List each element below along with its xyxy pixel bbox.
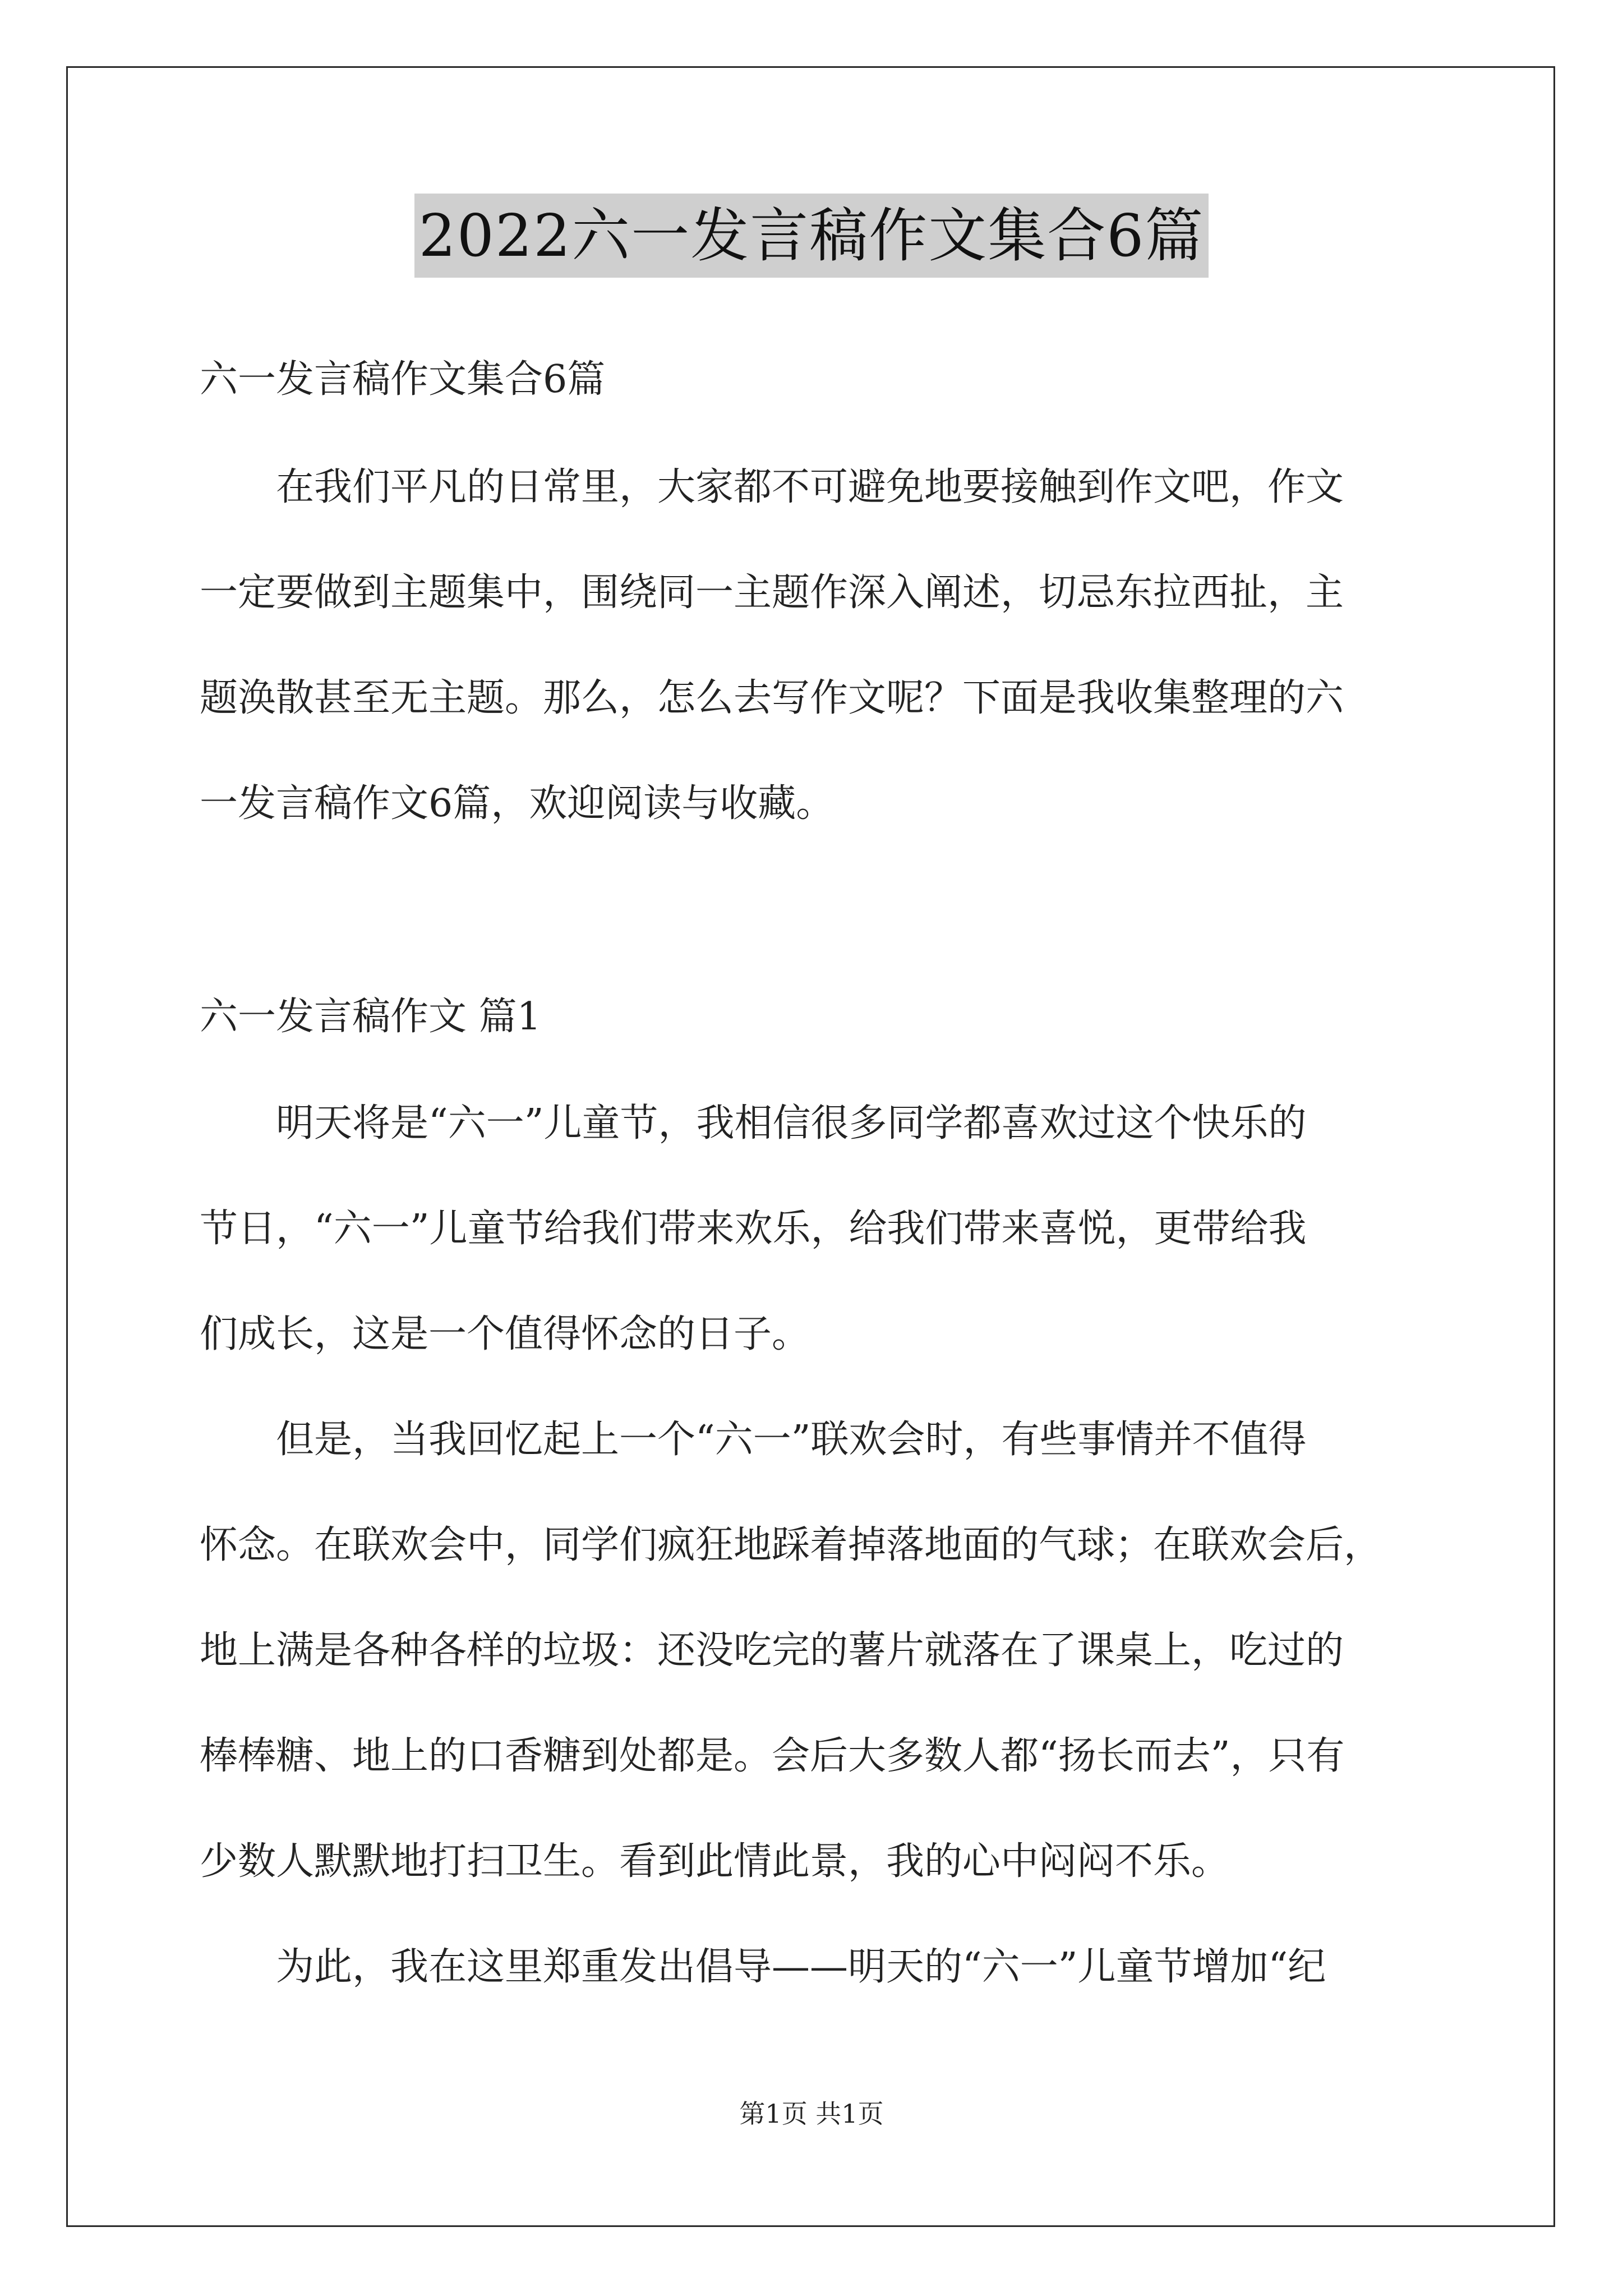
paragraph-line: 少数人默默地打扫卫生。看到此情此景，我的心中闷闷不乐。 [200, 1839, 1230, 1884]
paragraph-line: 节日，“六一”儿童节给我们带来欢乐，给我们带来喜悦，更带给我 [200, 1207, 1307, 1251]
paragraph-line: 一发言稿作文6篇，欢迎阅读与收藏。 [200, 781, 834, 826]
section-heading: 六一发言稿作文 篇1 [200, 995, 541, 1039]
paragraph-line: 明天将是“六一”儿童节，我相信很多同学都喜欢过这个快乐的 [200, 1101, 1307, 1145]
paragraph-line: 怀念。在联欢会中，同学们疯狂地踩着掉落地面的气球；在联欢会后， [200, 1523, 1382, 1567]
page-number-footer: 第1页 共1页 [739, 2099, 884, 2129]
paragraph-line: 题涣散甚至无主题。那么，怎么去写作文呢？下面是我收集整理的六 [200, 676, 1344, 720]
subtitle-line: 六一发言稿作文集合6篇 [200, 357, 606, 402]
paragraph-line: 一定要做到主题集中，围绕同一主题作深入阐述，切忌东拉西扯，主 [200, 570, 1344, 615]
paragraph-line: 但是，当我回忆起上一个“六一”联欢会时，有些事情并不值得 [200, 1418, 1307, 1462]
paragraph-line: 地上满是各种各样的垃圾：还没吃完的薯片就落在了课桌上，吃过的 [200, 1628, 1344, 1673]
title-container [0, 194, 1623, 278]
document-title: 2022六一发言稿作文集合6篇 [414, 194, 1209, 278]
paragraph-line: 棒棒糖、地上的口香糖到处都是。会后大多数人都“扬长而去”，只有 [200, 1734, 1345, 1778]
paragraph-line: 们成长，这是一个值得怀念的日子。 [200, 1312, 810, 1356]
paragraph-line: 为此，我在这里郑重发出倡导——明天的“六一”儿童节增加“纪 [200, 1945, 1326, 1989]
paragraph-line: 在我们平凡的日常里，大家都不可避免地要接触到作文吧，作文 [200, 465, 1344, 509]
